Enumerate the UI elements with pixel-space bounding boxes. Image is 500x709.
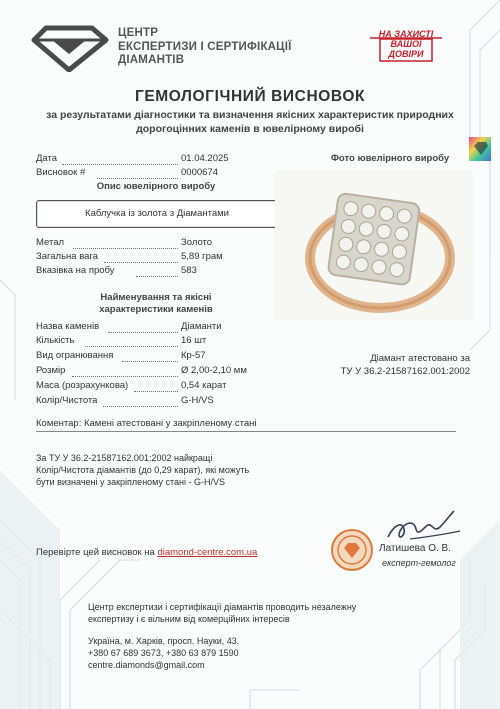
trust-stamp-text	[366, 29, 446, 59]
note-line-3: бути визначені у закріпленому стані - G-H/VS	[36, 477, 225, 487]
note-line-1: За ТУ У 36.2-21587162.001:2002 найкращі	[36, 453, 213, 463]
size-value: Ø 2,00-2,10 мм	[181, 365, 247, 376]
stone-name-dots	[108, 332, 178, 333]
expert-name: Латишева О. В.	[379, 543, 451, 554]
comment-row	[36, 418, 256, 429]
verify-link[interactable]: diamond-centre.com.ua	[157, 547, 258, 558]
comment-text: Камені атестовані у закріпленому стані	[83, 418, 257, 429]
expert-signature-icon	[380, 507, 470, 547]
metal-value: Золото	[181, 237, 213, 248]
stamp-line-1: НА ЗАХИСТІ	[378, 29, 434, 39]
organization-name	[118, 27, 338, 68]
size-label: Розмір	[36, 365, 66, 376]
verify-row	[36, 547, 257, 558]
cut-type-value: Кр-57	[181, 350, 206, 361]
stones-heading-line-1: Найменування та якісні	[100, 292, 212, 303]
date-value: 01.04.2025	[181, 153, 229, 164]
document-title: ГЕМОЛОГІЧНИЙ ВИСНОВОК	[134, 88, 366, 105]
color-clarity-value: G-H/VS	[181, 395, 214, 406]
contact-phones: +380 67 689 3673, +380 63 879 1590	[88, 648, 239, 658]
footer-line-2: експертизу і є вільним від комерційних інтересів	[88, 614, 290, 624]
comment-underline	[36, 431, 456, 432]
note-line-2: Колір/Чистота діамантів (до 0,29 карат), які можуть	[36, 465, 250, 475]
mass-label: Маса (розрахункова)	[36, 380, 129, 391]
stone-count-value: 16 шт	[181, 335, 207, 346]
color-clarity-label: Колір/Чистота	[36, 395, 98, 406]
number-dots	[97, 178, 178, 179]
ring-photo	[275, 170, 473, 320]
contacts-block	[88, 635, 388, 671]
stone-name-value: Діаманти	[181, 321, 222, 332]
note-block	[36, 452, 356, 488]
org-name-line-2: ЕКСПЕРТИЗИ І СЕРТИФІКАЦІЇ	[118, 40, 292, 53]
date-label: Дата	[36, 153, 58, 164]
contact-address: Україна, м. Харків, просп. Науки, 43.	[88, 636, 240, 646]
mass-value: 0,54 карат	[181, 380, 227, 391]
stone-count-dots	[85, 346, 178, 347]
weight-dots	[104, 262, 178, 263]
number-value: 0000674	[181, 167, 218, 178]
diamond-logo-icon	[28, 24, 110, 72]
photo-title: Фото ювелірного виробу	[330, 153, 450, 164]
attest-line-1: Діамант атестовано за	[370, 353, 470, 364]
footer-line-1: Центр експертизи і сертифікації діамантів проводить незалежну	[88, 602, 357, 612]
stone-count-label: Кількість	[36, 335, 75, 346]
stones-heading-line-2: характеристики каменів	[99, 304, 213, 315]
expert-role: експерт-гемолог	[382, 558, 456, 568]
number-label: Висновок #	[36, 167, 86, 178]
metal-label: Метал	[36, 237, 65, 248]
item-description: Каблучка із золота з Діамантами	[85, 208, 229, 219]
certification-seal-icon	[330, 528, 374, 572]
stamp-line-2: ВАШОЇ	[390, 39, 422, 49]
weight-label: Загальна вага	[36, 251, 98, 262]
org-name-line-1: ЦЕНТР	[118, 27, 159, 39]
item-description-box	[36, 200, 278, 228]
fineness-label: Вказівка на пробу	[36, 265, 115, 276]
contact-email[interactable]: centre.diamonds@gmail.com	[88, 660, 205, 670]
cut-type-dots	[122, 361, 178, 362]
attestation-text	[300, 352, 470, 378]
stone-name-label: Назва каменів	[36, 321, 100, 332]
cut-type-label: Вид огранювання	[36, 350, 114, 361]
org-name-line-3: ДІАМАНТІВ	[118, 54, 185, 66]
attest-line-2: ТУ У 36.2-21587162.001:2002	[340, 366, 470, 377]
mass-dots	[134, 391, 178, 392]
comment-label: Коментар:	[36, 418, 82, 429]
stamp-line-3: ДОВІРИ	[388, 49, 424, 59]
stones-heading	[36, 292, 276, 316]
footer-statement	[88, 601, 418, 625]
verify-text: Перевірте цей висновок на	[36, 547, 155, 558]
document-subtitle: за результатами діагностики та визначення якісних характеристик природних дорогоцінних каменів в ювелірному виробі	[46, 109, 454, 135]
weight-value: 5,89 грам	[181, 251, 223, 262]
item-heading: Опис ювелірного виробу	[96, 181, 216, 192]
fineness-dots	[136, 276, 178, 277]
date-dots	[62, 164, 178, 165]
color-clarity-dots	[103, 406, 178, 407]
fineness-value: 583	[181, 265, 197, 276]
size-dots	[72, 376, 178, 377]
metal-dots	[73, 248, 178, 249]
